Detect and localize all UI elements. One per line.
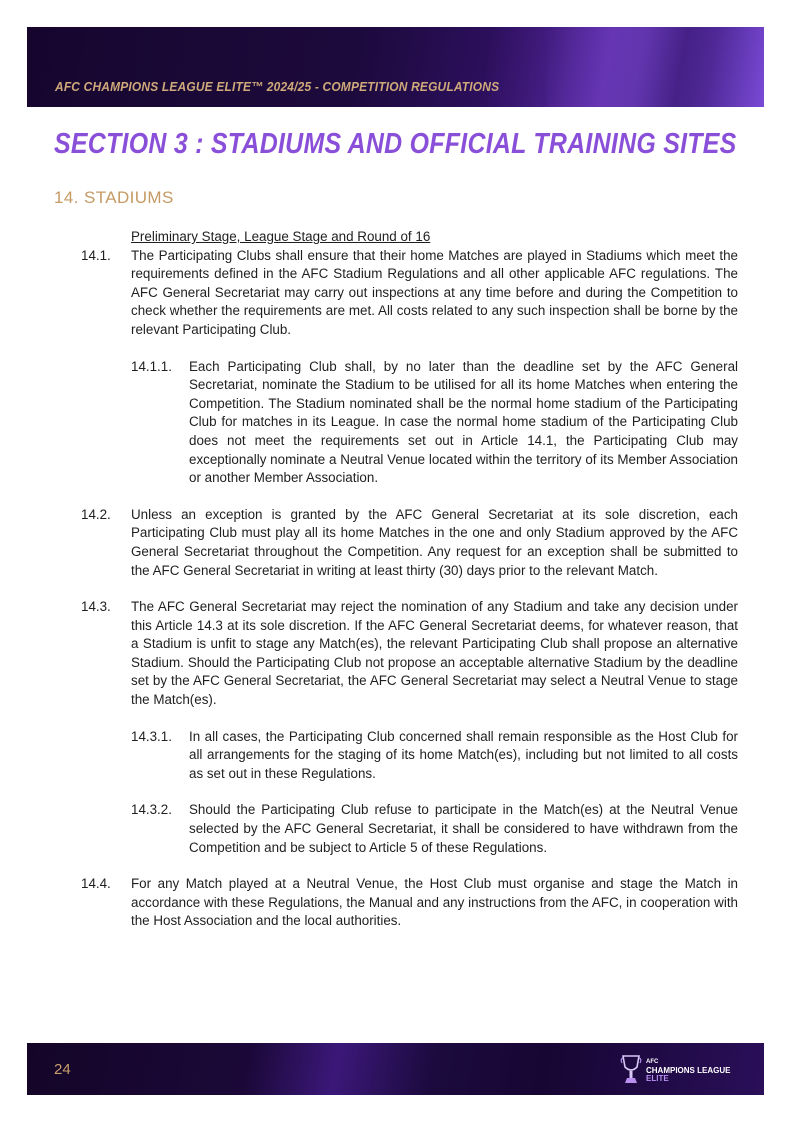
logo-line-champions-league: CHAMPIONS LEAGUE (646, 1065, 731, 1075)
article-body (0, 228, 791, 931)
clause-14-2 (81, 506, 738, 580)
clause-text: For any Match played at a Neutral Venue, the Host Club must organise and stage the Match in accordance with these Regulations, the Manual and any instructions from the AFC, in cooperation with the Host Association and the local authorities. (131, 876, 738, 929)
clause-number: 14.3.2. (131, 802, 172, 818)
section-title: SECTION 3 : STADIUMS AND OFFICIAL TRAINING SITES (54, 128, 737, 160)
logo-line-afc: AFC (646, 1059, 659, 1065)
acl-elite-logo (620, 1053, 750, 1087)
clause-number: 14.1. (81, 247, 111, 263)
page-number: 24 (54, 1061, 71, 1078)
clause-text: Each Participating Club shall, by no later than the deadline set by the AFC General Secretariat, nominate the Stadium to be utilised for all its home Matches when entering the Competition. The Stadium nominated shall be the normal home stadium of the Participating Club for matches in its League. In case the normal home stadium of the Participating Club does not meet the requirements set out in Article 14.1, the Participating Club may exceptionally nominate a Neutral Venue located within the territory of its Member Association or another Member Association. (189, 358, 738, 486)
clause-number: 14.1.1. (131, 358, 172, 374)
clause-14-1 (81, 247, 738, 340)
header-band (27, 27, 764, 107)
stage-subheading: Preliminary Stage, League Stage and Round of 16 (131, 229, 431, 244)
clause-14-1-1 (131, 358, 738, 488)
clause-14-4 (81, 875, 738, 931)
clause-text: Unless an exception is granted by the AFC General Secretariat at its sole discretion, each Participating Club must play all its home Matches in the one and only Stadium approved by the AFC General Secretariat throughout the Competition. Any request for an exception shall be submitted to the AFC General Secretariat in writing at least thirty (30) days prior to the relevant Match. (131, 506, 738, 578)
clause-text: Should the Participating Club refuse to participate in the Match(es) at the Neutral Venue selected by the AFC General Secretariat, it shall be considered to have withdrawn from the Competition and be subject to Article 5 of these Regulations. (189, 802, 738, 855)
clause-number: 14.2. (81, 506, 111, 522)
clause-number: 14.3. (81, 599, 111, 615)
clause-14-3-2 (131, 801, 738, 857)
running-title: AFC CHAMPIONS LEAGUE ELITE™ 2024/25 - COMPETITION REGULATIONS (55, 79, 500, 94)
clause-text: The Participating Clubs shall ensure that their home Matches are played in Stadiums which meet the requirements defined in the AFC Stadium Regulations and all other applicable AFC regulations. The AFC General Secretariat may carry out inspections at any time before and during the Competition to check whether the requirements are met. All costs related to any such inspection shall be borne by the relevant Participating Club. (131, 247, 738, 337)
clause-14-3 (81, 598, 738, 710)
clause-number: 14.3.1. (131, 728, 172, 744)
clause-14-3-1 (131, 728, 738, 784)
clause-text: In all cases, the Participating Club concerned shall remain responsible as the Host Club for all arrangements for the staging of its home Match(es), including but not limited to all costs as set out in these Regulations. (189, 728, 738, 781)
trophy-icon (620, 1053, 642, 1087)
article-heading: 14. STADIUMS (54, 188, 174, 207)
clause-text: The AFC General Secretariat may reject the nomination of any Stadium and take any decision under this Article 14.3 at its sole discretion. If the AFC General Secretariat deems, for whatever reason, that a Stadium is unfit to stage any Match(es), the relevant Participating Club shall propose an alternative Stadium. Should the Participating Club not propose an acceptable alternative Stadium by the deadline set by the AFC General Secretariat, the AFC General Secretariat may select a Neutral Venue to stage the Match(es). (131, 599, 738, 708)
clause-number: 14.4. (81, 876, 111, 892)
logo-line-elite: ELITE (646, 1074, 669, 1083)
